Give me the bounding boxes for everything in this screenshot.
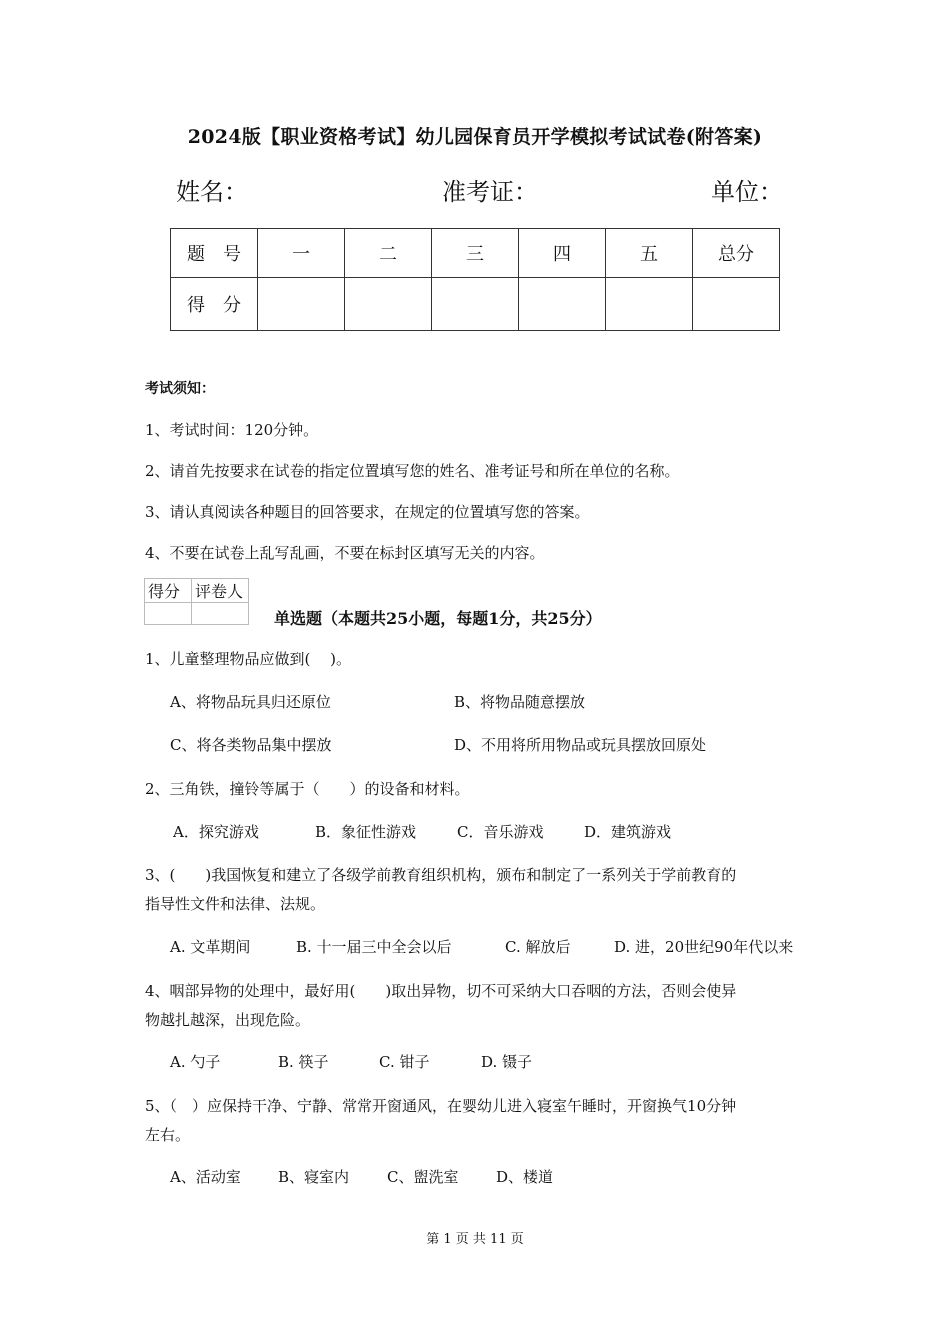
- question-option: B. 筷子: [278, 1053, 329, 1071]
- question-option: D. 镊子: [481, 1053, 533, 1071]
- question-option: A、活动室: [170, 1168, 241, 1186]
- score-cell: 三: [432, 229, 519, 278]
- question-option: D、楼道: [496, 1168, 554, 1186]
- score-cell: 五: [606, 229, 693, 278]
- grader-box: [144, 578, 249, 625]
- question-option: B、将物品随意摆放: [454, 693, 586, 711]
- question-option: A. 勺子: [170, 1053, 221, 1071]
- score-cell: 四: [519, 229, 606, 278]
- exam-title: 2024版【职业资格考试】幼儿园保育员开学模拟考试试卷(附答案): [187, 126, 763, 148]
- question-stem: 指导性文件和法律、法规。: [145, 895, 326, 913]
- page-footer: 第 1 页 共 11 页: [426, 1232, 524, 1247]
- question-option: C、盥洗室: [387, 1168, 459, 1186]
- score-cell: 总分: [693, 229, 780, 278]
- question-option: C、将各类物品集中摆放: [170, 736, 332, 754]
- name-field-label: 姓名：: [176, 178, 248, 206]
- score-cell: [519, 278, 606, 331]
- grader-name-label: 评卷人: [192, 579, 249, 603]
- grader-score-label: 得分: [145, 579, 192, 603]
- question-option: C. 解放后: [505, 938, 571, 956]
- score-cell: [606, 278, 693, 331]
- score-cell: [693, 278, 780, 331]
- question-stem: 1、儿童整理物品应做到( )。: [145, 650, 352, 668]
- notice-item: 1、考试时间：120分钟。: [145, 421, 319, 439]
- question-stem: 2、三角铁，撞铃等属于（ ）的设备和材料。: [145, 780, 470, 798]
- notice-item: 2、请首先按要求在试卷的指定位置填写您的姓名、准考证号和所在单位的名称。: [145, 462, 680, 480]
- score-cell: 题 号: [171, 229, 258, 278]
- notice-item: 4、不要在试卷上乱写乱画，不要在标封区填写无关的内容。: [145, 544, 545, 562]
- notice-item: 3、请认真阅读各种题目的回答要求，在规定的位置填写您的答案。: [145, 503, 590, 521]
- notice-heading: 考试须知：: [145, 381, 215, 397]
- question-stem: 4、咽部异物的处理中，最好用( )取出异物，切不可采纳大口吞咽的方法，否则会使异: [145, 982, 737, 1000]
- question-stem: 5、（ ）应保持干净、宁静、常常开窗通风，在婴幼儿进入寝室午睡时，开窗换气10分钟: [145, 1097, 737, 1115]
- question-option: D、不用将所用物品或玩具摆放回原处: [454, 736, 707, 754]
- question-option: A、将物品玩具归还原位: [170, 693, 331, 711]
- grader-name-cell: [192, 603, 249, 625]
- question-option: C．音乐游戏: [457, 823, 544, 841]
- score-cell: [258, 278, 345, 331]
- question-option: A．探究游戏: [173, 823, 259, 841]
- question-option: B、寝室内: [278, 1168, 350, 1186]
- question-option: B. 十一届三中全会以后: [296, 938, 452, 956]
- question-option: A. 文革期间: [170, 938, 251, 956]
- section-heading: 单选题（本题共25小题，每题1分，共25分）: [274, 609, 602, 628]
- question-option: D. 进，20世纪90年代以来: [614, 938, 794, 956]
- score-cell: 一: [258, 229, 345, 278]
- score-table: [170, 228, 780, 331]
- score-table-header-row: [171, 229, 780, 278]
- score-cell: 得 分: [171, 278, 258, 331]
- score-cell: [432, 278, 519, 331]
- score-cell: 二: [345, 229, 432, 278]
- score-table-score-row: [171, 278, 780, 331]
- exam-number-field-label: 准考证：: [442, 178, 538, 206]
- question-stem: 物越扎越深，出现危险。: [145, 1011, 311, 1029]
- grader-score-cell: [145, 603, 192, 625]
- question-option: C. 钳子: [379, 1053, 430, 1071]
- question-stem: 左右。: [145, 1126, 191, 1144]
- question-option: D．建筑游戏: [584, 823, 672, 841]
- question-stem: 3、( )我国恢复和建立了各级学前教育组织机构，颁布和制定了一系列关于学前教育的: [145, 866, 737, 884]
- score-cell: [345, 278, 432, 331]
- unit-field-label: 单位：: [711, 178, 783, 206]
- question-option: B．象征性游戏: [315, 823, 417, 841]
